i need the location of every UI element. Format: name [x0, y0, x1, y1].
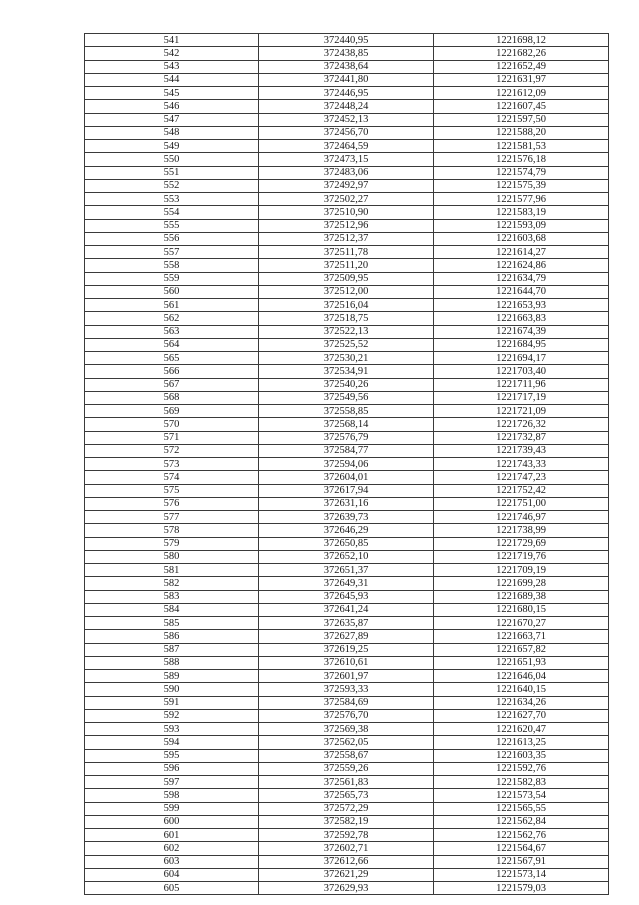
point-number-cell: 604	[85, 868, 259, 881]
table-row	[85, 431, 609, 444]
point-number-cell: 598	[85, 789, 259, 802]
point-number-cell: 546	[85, 100, 259, 113]
y-coordinate-cell: 1221680,15	[434, 603, 609, 616]
point-number-cell: 594	[85, 736, 259, 749]
y-coordinate-cell: 1221588,20	[434, 126, 609, 139]
table-row	[85, 232, 609, 245]
table-row	[85, 776, 609, 789]
x-coordinate-cell: 372645,93	[259, 590, 434, 603]
y-coordinate-cell: 1221644,70	[434, 285, 609, 298]
table-row	[85, 458, 609, 471]
table-row	[85, 352, 609, 365]
y-coordinate-cell: 1221577,96	[434, 193, 609, 206]
y-coordinate-cell: 1221732,87	[434, 431, 609, 444]
point-number-cell: 589	[85, 670, 259, 683]
x-coordinate-cell: 372530,21	[259, 352, 434, 365]
point-number-cell: 576	[85, 497, 259, 510]
point-number-cell: 544	[85, 73, 259, 86]
x-coordinate-cell: 372511,78	[259, 246, 434, 259]
table-row	[85, 325, 609, 338]
point-number-cell: 563	[85, 325, 259, 338]
x-coordinate-cell: 372440,95	[259, 34, 434, 47]
table-row	[85, 736, 609, 749]
y-coordinate-cell: 1221582,83	[434, 776, 609, 789]
y-coordinate-cell: 1221721,09	[434, 405, 609, 418]
table-row	[85, 338, 609, 351]
x-coordinate-cell: 372594,06	[259, 458, 434, 471]
table-row	[85, 484, 609, 497]
point-number-cell: 585	[85, 617, 259, 630]
x-coordinate-cell: 372502,27	[259, 193, 434, 206]
y-coordinate-cell: 1221624,86	[434, 259, 609, 272]
point-number-cell: 592	[85, 709, 259, 722]
point-number-cell: 605	[85, 882, 259, 895]
table-row	[85, 259, 609, 272]
y-coordinate-cell: 1221752,42	[434, 484, 609, 497]
table-row	[85, 670, 609, 683]
point-number-cell: 548	[85, 126, 259, 139]
y-coordinate-cell: 1221597,50	[434, 113, 609, 126]
point-number-cell: 588	[85, 656, 259, 669]
table-row	[85, 550, 609, 563]
x-coordinate-cell: 372558,67	[259, 749, 434, 762]
y-coordinate-cell: 1221575,39	[434, 179, 609, 192]
y-coordinate-cell: 1221652,49	[434, 60, 609, 73]
x-coordinate-cell: 372619,25	[259, 643, 434, 656]
x-coordinate-cell: 372516,04	[259, 299, 434, 312]
y-coordinate-cell: 1221729,69	[434, 537, 609, 550]
point-number-cell: 578	[85, 524, 259, 537]
point-number-cell: 586	[85, 630, 259, 643]
coordinate-table	[84, 33, 609, 895]
table-row	[85, 696, 609, 709]
y-coordinate-cell: 1221746,97	[434, 511, 609, 524]
y-coordinate-cell: 1221607,45	[434, 100, 609, 113]
y-coordinate-cell: 1221603,68	[434, 232, 609, 245]
point-number-cell: 577	[85, 511, 259, 524]
table-row	[85, 285, 609, 298]
x-coordinate-cell: 372441,80	[259, 73, 434, 86]
table-row	[85, 643, 609, 656]
table-row	[85, 511, 609, 524]
point-number-cell: 555	[85, 219, 259, 232]
x-coordinate-cell: 372518,75	[259, 312, 434, 325]
point-number-cell: 558	[85, 259, 259, 272]
table-row	[85, 789, 609, 802]
table-row	[85, 87, 609, 100]
table-row	[85, 34, 609, 47]
point-number-cell: 561	[85, 299, 259, 312]
point-number-cell: 593	[85, 723, 259, 736]
y-coordinate-cell: 1221698,12	[434, 34, 609, 47]
point-number-cell: 572	[85, 444, 259, 457]
table-row	[85, 60, 609, 73]
y-coordinate-cell: 1221689,38	[434, 590, 609, 603]
y-coordinate-cell: 1221634,26	[434, 696, 609, 709]
table-row	[85, 683, 609, 696]
x-coordinate-cell: 372561,83	[259, 776, 434, 789]
y-coordinate-cell: 1221631,97	[434, 73, 609, 86]
x-coordinate-cell: 372512,96	[259, 219, 434, 232]
point-number-cell: 575	[85, 484, 259, 497]
x-coordinate-cell: 372584,69	[259, 696, 434, 709]
x-coordinate-cell: 372610,61	[259, 656, 434, 669]
y-coordinate-cell: 1221573,54	[434, 789, 609, 802]
x-coordinate-cell: 372646,29	[259, 524, 434, 537]
y-coordinate-cell: 1221663,71	[434, 630, 609, 643]
y-coordinate-cell: 1221592,76	[434, 762, 609, 775]
table-row	[85, 524, 609, 537]
y-coordinate-cell: 1221565,55	[434, 802, 609, 815]
x-coordinate-cell: 372592,78	[259, 829, 434, 842]
x-coordinate-cell: 372629,93	[259, 882, 434, 895]
x-coordinate-cell: 372512,00	[259, 285, 434, 298]
point-number-cell: 587	[85, 643, 259, 656]
x-coordinate-cell: 372509,95	[259, 272, 434, 285]
x-coordinate-cell: 372584,77	[259, 444, 434, 457]
x-coordinate-cell: 372558,85	[259, 405, 434, 418]
x-coordinate-cell: 372438,64	[259, 60, 434, 73]
y-coordinate-cell: 1221651,93	[434, 656, 609, 669]
x-coordinate-cell: 372549,56	[259, 391, 434, 404]
table-row	[85, 564, 609, 577]
table-row	[85, 537, 609, 550]
table-row	[85, 179, 609, 192]
point-number-cell: 602	[85, 842, 259, 855]
y-coordinate-cell: 1221743,33	[434, 458, 609, 471]
coordinate-table-body	[85, 34, 609, 895]
table-row	[85, 47, 609, 60]
table-row	[85, 723, 609, 736]
table-row	[85, 656, 609, 669]
y-coordinate-cell: 1221699,28	[434, 577, 609, 590]
point-number-cell: 580	[85, 550, 259, 563]
table-row	[85, 100, 609, 113]
point-number-cell: 541	[85, 34, 259, 47]
table-row	[85, 206, 609, 219]
y-coordinate-cell: 1221614,27	[434, 246, 609, 259]
table-row	[85, 378, 609, 391]
y-coordinate-cell: 1221719,76	[434, 550, 609, 563]
table-row	[85, 617, 609, 630]
y-coordinate-cell: 1221703,40	[434, 365, 609, 378]
point-number-cell: 569	[85, 405, 259, 418]
table-row	[85, 113, 609, 126]
point-number-cell: 549	[85, 140, 259, 153]
point-number-cell: 584	[85, 603, 259, 616]
y-coordinate-cell: 1221726,32	[434, 418, 609, 431]
y-coordinate-cell: 1221674,39	[434, 325, 609, 338]
point-number-cell: 552	[85, 179, 259, 192]
point-number-cell: 554	[85, 206, 259, 219]
table-row	[85, 802, 609, 815]
x-coordinate-cell: 372604,01	[259, 471, 434, 484]
x-coordinate-cell: 372483,06	[259, 166, 434, 179]
x-coordinate-cell: 372652,10	[259, 550, 434, 563]
y-coordinate-cell: 1221634,79	[434, 272, 609, 285]
point-number-cell: 568	[85, 391, 259, 404]
point-number-cell: 601	[85, 829, 259, 842]
x-coordinate-cell: 372512,37	[259, 232, 434, 245]
point-number-cell: 571	[85, 431, 259, 444]
x-coordinate-cell: 372601,97	[259, 670, 434, 683]
y-coordinate-cell: 1221627,70	[434, 709, 609, 722]
point-number-cell: 600	[85, 815, 259, 828]
x-coordinate-cell: 372448,24	[259, 100, 434, 113]
y-coordinate-cell: 1221739,43	[434, 444, 609, 457]
y-coordinate-cell: 1221684,95	[434, 338, 609, 351]
x-coordinate-cell: 372456,70	[259, 126, 434, 139]
table-row	[85, 815, 609, 828]
y-coordinate-cell: 1221711,96	[434, 378, 609, 391]
x-coordinate-cell: 372649,31	[259, 577, 434, 590]
point-number-cell: 599	[85, 802, 259, 815]
point-number-cell: 582	[85, 577, 259, 590]
y-coordinate-cell: 1221593,09	[434, 219, 609, 232]
point-number-cell: 543	[85, 60, 259, 73]
point-number-cell: 570	[85, 418, 259, 431]
point-number-cell: 581	[85, 564, 259, 577]
y-coordinate-cell: 1221670,27	[434, 617, 609, 630]
x-coordinate-cell: 372562,05	[259, 736, 434, 749]
x-coordinate-cell: 372525,52	[259, 338, 434, 351]
point-number-cell: 573	[85, 458, 259, 471]
y-coordinate-cell: 1221640,15	[434, 683, 609, 696]
x-coordinate-cell: 372540,26	[259, 378, 434, 391]
y-coordinate-cell: 1221562,84	[434, 815, 609, 828]
point-number-cell: 579	[85, 537, 259, 550]
y-coordinate-cell: 1221751,00	[434, 497, 609, 510]
point-number-cell: 583	[85, 590, 259, 603]
table-row	[85, 471, 609, 484]
point-number-cell: 603	[85, 855, 259, 868]
table-row	[85, 73, 609, 86]
y-coordinate-cell: 1221574,79	[434, 166, 609, 179]
x-coordinate-cell: 372511,20	[259, 259, 434, 272]
x-coordinate-cell: 372559,26	[259, 762, 434, 775]
y-coordinate-cell: 1221682,26	[434, 47, 609, 60]
point-number-cell: 597	[85, 776, 259, 789]
y-coordinate-cell: 1221603,35	[434, 749, 609, 762]
point-number-cell: 560	[85, 285, 259, 298]
point-number-cell: 559	[85, 272, 259, 285]
x-coordinate-cell: 372631,16	[259, 497, 434, 510]
x-coordinate-cell: 372617,94	[259, 484, 434, 497]
table-row	[85, 882, 609, 895]
table-row	[85, 312, 609, 325]
point-number-cell: 550	[85, 153, 259, 166]
table-row	[85, 219, 609, 232]
y-coordinate-cell: 1221747,23	[434, 471, 609, 484]
x-coordinate-cell: 372621,29	[259, 868, 434, 881]
x-coordinate-cell: 372635,87	[259, 617, 434, 630]
table-row	[85, 365, 609, 378]
table-row	[85, 749, 609, 762]
point-number-cell: 562	[85, 312, 259, 325]
table-row	[85, 405, 609, 418]
table-row	[85, 762, 609, 775]
point-number-cell: 591	[85, 696, 259, 709]
table-row	[85, 630, 609, 643]
x-coordinate-cell: 372534,91	[259, 365, 434, 378]
table-row	[85, 603, 609, 616]
table-row	[85, 140, 609, 153]
table-row	[85, 246, 609, 259]
y-coordinate-cell: 1221646,04	[434, 670, 609, 683]
point-number-cell: 567	[85, 378, 259, 391]
x-coordinate-cell: 372464,59	[259, 140, 434, 153]
x-coordinate-cell: 372651,37	[259, 564, 434, 577]
x-coordinate-cell: 372576,70	[259, 709, 434, 722]
point-number-cell: 557	[85, 246, 259, 259]
y-coordinate-cell: 1221581,53	[434, 140, 609, 153]
x-coordinate-cell: 372452,13	[259, 113, 434, 126]
y-coordinate-cell: 1221620,47	[434, 723, 609, 736]
table-row	[85, 855, 609, 868]
table-row	[85, 709, 609, 722]
point-number-cell: 545	[85, 87, 259, 100]
x-coordinate-cell: 372612,66	[259, 855, 434, 868]
y-coordinate-cell: 1221738,99	[434, 524, 609, 537]
table-row	[85, 829, 609, 842]
x-coordinate-cell: 372650,85	[259, 537, 434, 550]
point-number-cell: 595	[85, 749, 259, 762]
x-coordinate-cell: 372602,71	[259, 842, 434, 855]
y-coordinate-cell: 1221564,67	[434, 842, 609, 855]
x-coordinate-cell: 372438,85	[259, 47, 434, 60]
table-row	[85, 153, 609, 166]
x-coordinate-cell: 372639,73	[259, 511, 434, 524]
point-number-cell: 596	[85, 762, 259, 775]
x-coordinate-cell: 372582,19	[259, 815, 434, 828]
table-row	[85, 577, 609, 590]
x-coordinate-cell: 372568,14	[259, 418, 434, 431]
point-number-cell: 590	[85, 683, 259, 696]
table-row	[85, 444, 609, 457]
y-coordinate-cell: 1221573,14	[434, 868, 609, 881]
y-coordinate-cell: 1221576,18	[434, 153, 609, 166]
x-coordinate-cell: 372510,90	[259, 206, 434, 219]
y-coordinate-cell: 1221583,19	[434, 206, 609, 219]
y-coordinate-cell: 1221579,03	[434, 882, 609, 895]
y-coordinate-cell: 1221562,76	[434, 829, 609, 842]
y-coordinate-cell: 1221612,09	[434, 87, 609, 100]
table-row	[85, 126, 609, 139]
y-coordinate-cell: 1221717,19	[434, 391, 609, 404]
y-coordinate-cell: 1221663,83	[434, 312, 609, 325]
x-coordinate-cell: 372569,38	[259, 723, 434, 736]
point-number-cell: 547	[85, 113, 259, 126]
table-row	[85, 272, 609, 285]
x-coordinate-cell: 372565,73	[259, 789, 434, 802]
y-coordinate-cell: 1221694,17	[434, 352, 609, 365]
y-coordinate-cell: 1221709,19	[434, 564, 609, 577]
x-coordinate-cell: 372522,13	[259, 325, 434, 338]
table-row	[85, 590, 609, 603]
table-row	[85, 193, 609, 206]
table-row	[85, 418, 609, 431]
point-number-cell: 566	[85, 365, 259, 378]
x-coordinate-cell: 372446,95	[259, 87, 434, 100]
x-coordinate-cell: 372576,79	[259, 431, 434, 444]
point-number-cell: 551	[85, 166, 259, 179]
x-coordinate-cell: 372492,97	[259, 179, 434, 192]
point-number-cell: 574	[85, 471, 259, 484]
table-row	[85, 391, 609, 404]
y-coordinate-cell: 1221567,91	[434, 855, 609, 868]
table-row	[85, 868, 609, 881]
table-row	[85, 299, 609, 312]
point-number-cell: 565	[85, 352, 259, 365]
x-coordinate-cell: 372641,24	[259, 603, 434, 616]
point-number-cell: 556	[85, 232, 259, 245]
y-coordinate-cell: 1221613,25	[434, 736, 609, 749]
table-row	[85, 497, 609, 510]
x-coordinate-cell: 372627,89	[259, 630, 434, 643]
point-number-cell: 553	[85, 193, 259, 206]
x-coordinate-cell: 372593,33	[259, 683, 434, 696]
table-row	[85, 842, 609, 855]
x-coordinate-cell: 372572,29	[259, 802, 434, 815]
y-coordinate-cell: 1221657,82	[434, 643, 609, 656]
point-number-cell: 542	[85, 47, 259, 60]
point-number-cell: 564	[85, 338, 259, 351]
x-coordinate-cell: 372473,15	[259, 153, 434, 166]
y-coordinate-cell: 1221653,93	[434, 299, 609, 312]
table-row	[85, 166, 609, 179]
